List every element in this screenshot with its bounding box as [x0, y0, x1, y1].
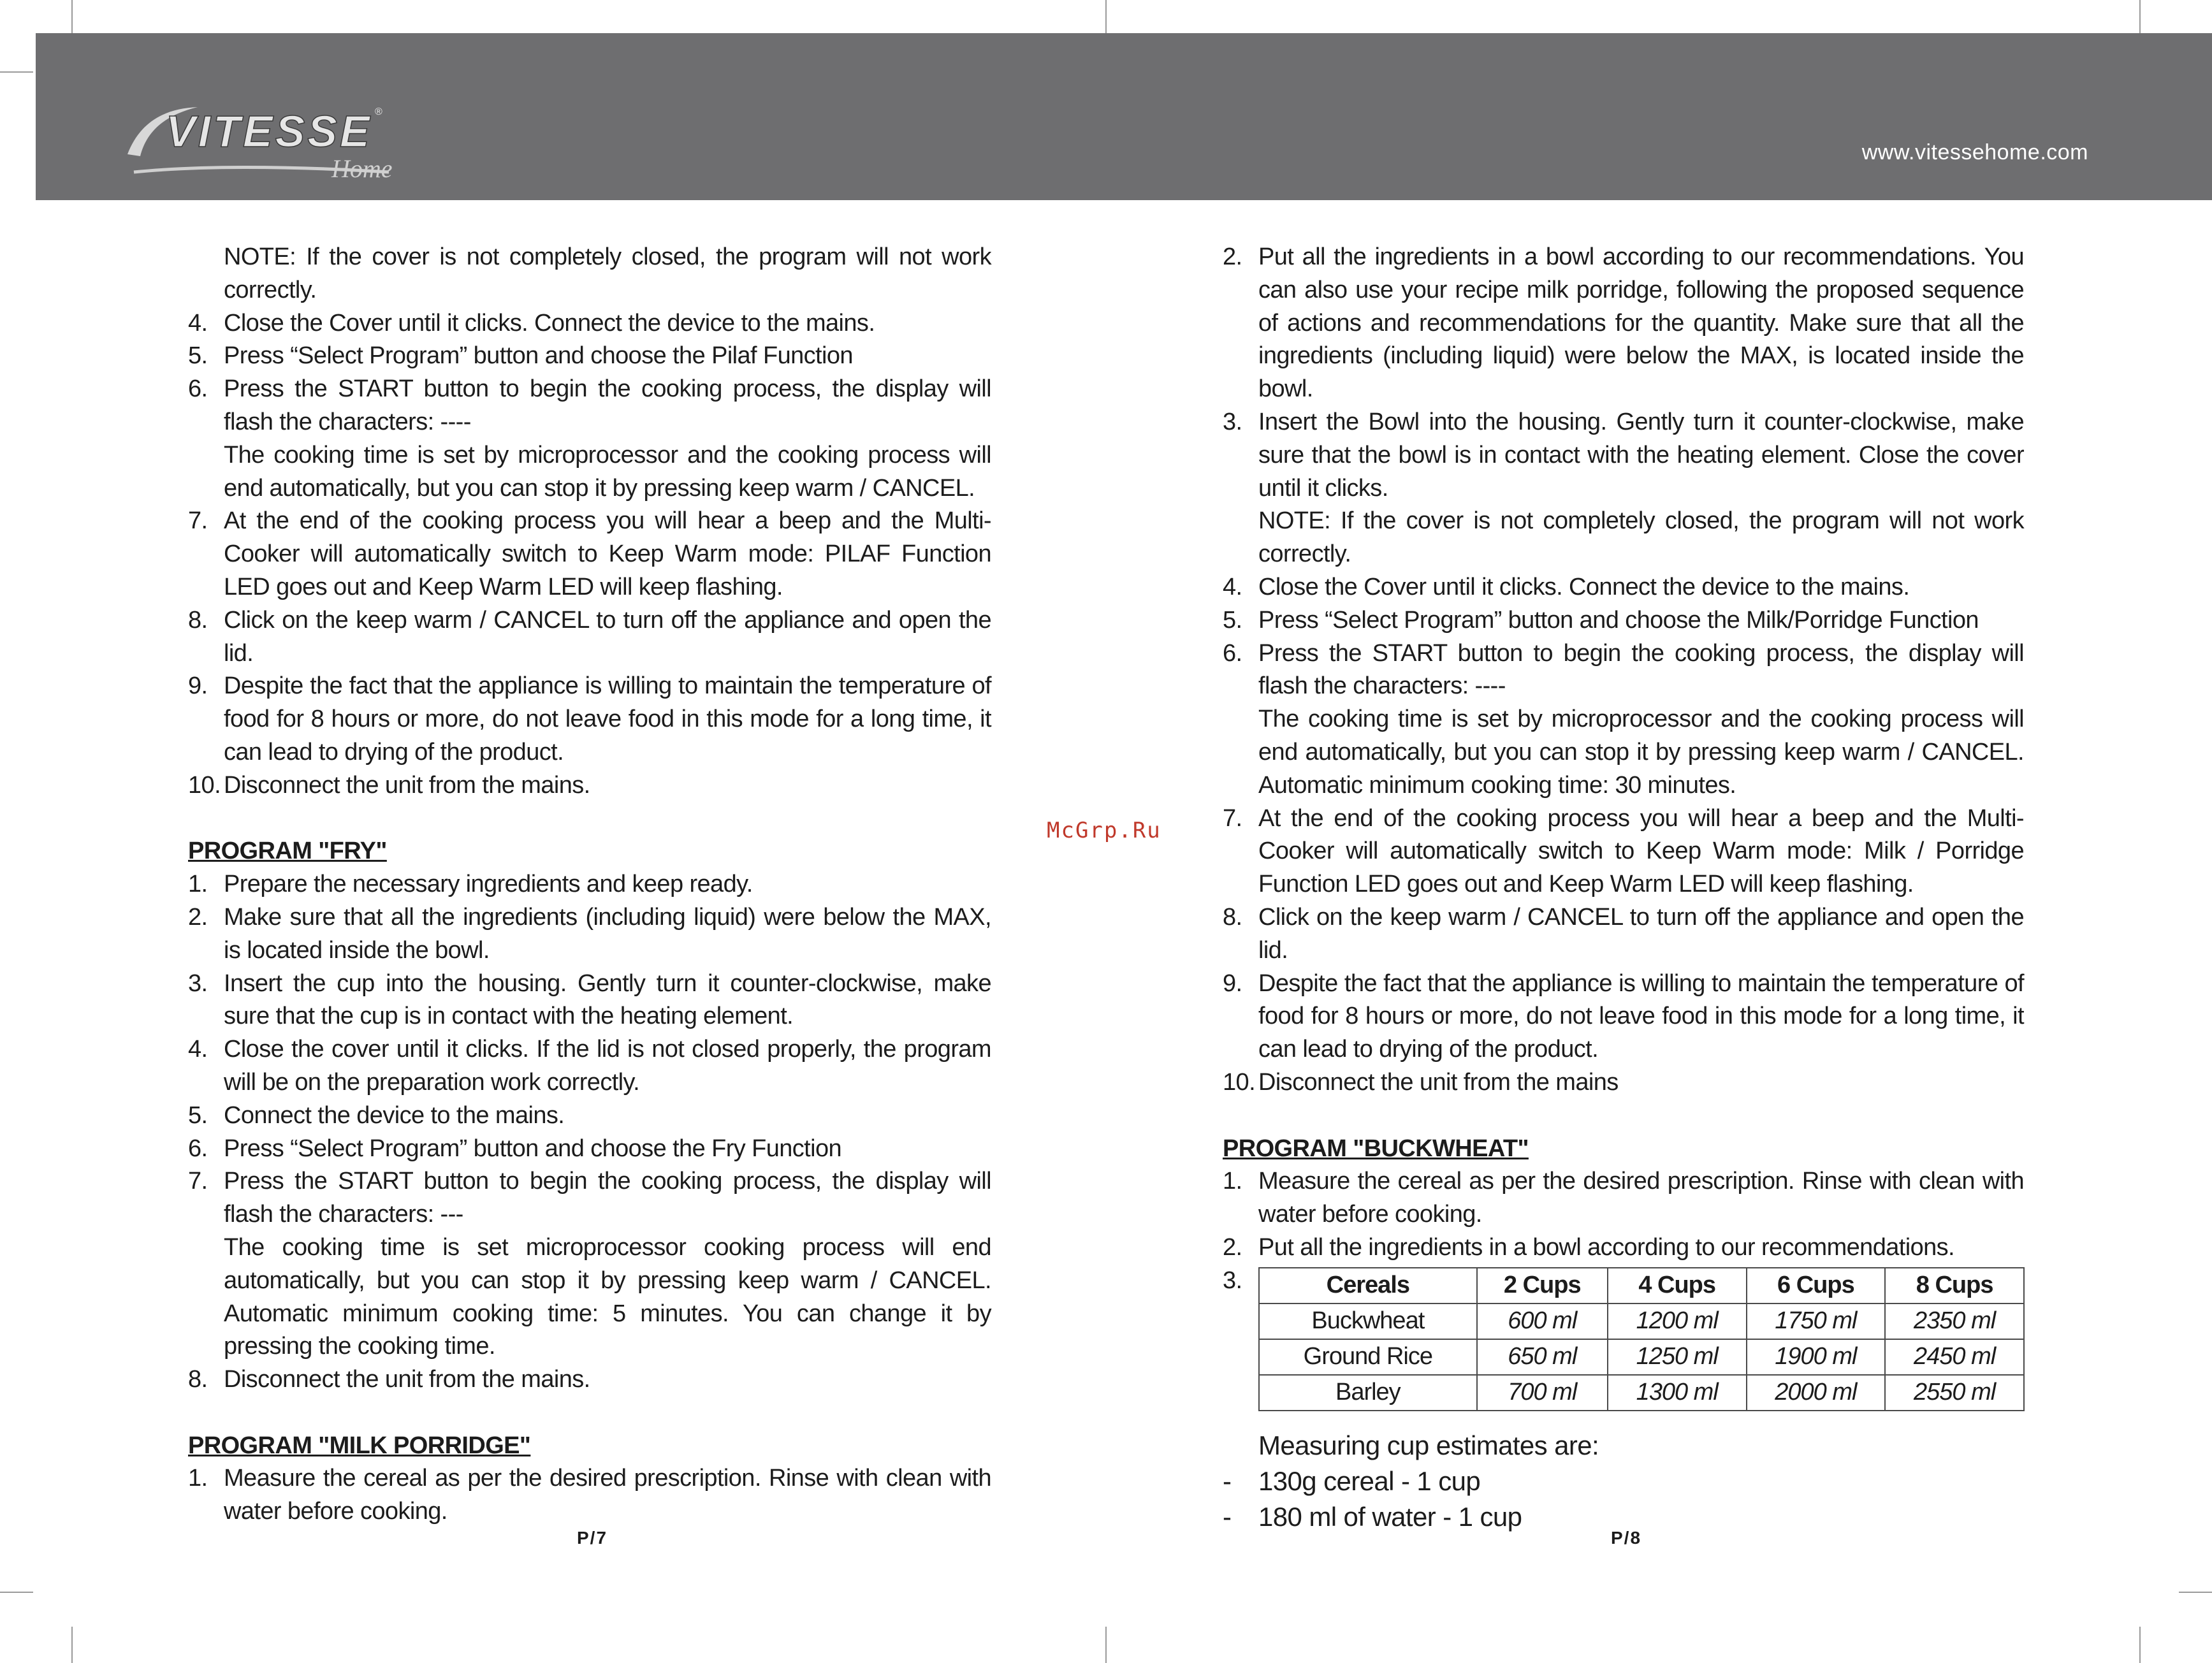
measuring-item	[1223, 1463, 2024, 1499]
list-item	[1223, 604, 2024, 637]
list-item-number: 2.	[1223, 1233, 1242, 1261]
table-cell: 600 ml	[1477, 1304, 1608, 1339]
list-item-text: Connect the device to the mains.	[224, 1101, 565, 1129]
list-item	[188, 1462, 991, 1529]
list-item-text: At the end of the cooking process you will hear a beep and the Multi-Cooker will automatically switch to Keep Warm mode: Milk / Porridge Function LED goes out and Keep Warm LED will keep flashing.	[1258, 804, 2024, 898]
table-header-cell: 8 Cups	[1885, 1268, 2024, 1304]
right-page-content	[1223, 241, 2024, 1535]
list-item-number: 10.	[1223, 1068, 1256, 1096]
list-item-number: 1.	[1223, 1168, 1242, 1195]
list-item-text: Disconnect the unit from the mains.	[224, 1366, 590, 1393]
crop-mark	[1105, 0, 1107, 33]
logo-brand: VITESSE	[166, 106, 372, 156]
table-header-cell: 4 Cups	[1608, 1268, 1747, 1304]
crop-mark	[1105, 1627, 1107, 1663]
list-item	[188, 868, 991, 901]
list-item-text: Click on the keep warm / CANCEL to turn off the appliance and open the lid.	[224, 606, 991, 667]
list-item-number: 3.	[1223, 1267, 1242, 1294]
list-item-number: 7.	[1223, 804, 1242, 832]
list-item-text: Despite the fact that the appliance is willing to maintain the temperature of food for 8 hours or more, do not leave food in this mode for a long time, it can lead to drying of the product.	[224, 672, 991, 766]
list-item-continuation: NOTE: If the cover is not completely closed, the program will not work correctly.	[1258, 507, 2024, 568]
measuring-item-text: 180 ml of water - 1 cup	[1258, 1501, 1522, 1532]
list-item-number: 9.	[1223, 969, 1242, 997]
list-item-text: Press the START button to begin the cooking process, the display will flash the characters: ---	[224, 1168, 991, 1228]
table-cell: Ground Rice	[1259, 1339, 1477, 1375]
list-item	[188, 307, 991, 340]
table-cell: 1300 ml	[1608, 1375, 1747, 1411]
list-item-text: Insert the cup into the housing. Gently turn it counter-clockwise, make sure that the cup is in contact with the heating element.	[224, 969, 991, 1030]
list-item	[188, 1100, 991, 1133]
list-item	[188, 968, 991, 1034]
list-item-number: 8.	[188, 606, 208, 634]
list-item	[1223, 1265, 2024, 1298]
list-item	[188, 769, 991, 802]
intro-note: NOTE: If the cover is not completely closed, the program will not work correctly.	[224, 243, 991, 303]
table-cell: 1900 ml	[1747, 1339, 1886, 1375]
buckwheat-title: PROGRAM "BUCKWHEAT"	[1223, 1135, 1529, 1162]
list-item-number: 6.	[188, 375, 208, 403]
table-cell: 2000 ml	[1747, 1375, 1886, 1411]
list-item	[1223, 1165, 2024, 1231]
list-item-text: Prepare the necessary ingredients and keep ready.	[224, 871, 753, 898]
dash-bullet: -	[1223, 1465, 1232, 1496]
list-item-number: 6.	[188, 1135, 208, 1162]
table-row	[1259, 1375, 2024, 1411]
list-item-number: 8.	[188, 1366, 208, 1393]
list-item-text	[1258, 1265, 2024, 1298]
list-item-text: Click on the keep warm / CANCEL to turn off the appliance and open the lid.	[1258, 903, 2024, 964]
list-item-text: Press “Select Program” button and choose the Pilaf Function	[224, 342, 853, 370]
table-cell: Barley	[1259, 1375, 1477, 1411]
list-item-text: Disconnect the unit from the mains	[1258, 1068, 1619, 1096]
list-item-number: 6.	[1223, 639, 1242, 667]
measuring-cup-section	[1223, 1428, 2024, 1535]
list-item-number: 3.	[188, 969, 208, 997]
table-cell: 700 ml	[1477, 1375, 1608, 1411]
list-item-number: 3.	[1223, 408, 1242, 435]
table-cell: 1750 ml	[1747, 1304, 1886, 1339]
website-url[interactable]: www.vitessehome.com	[1861, 140, 2088, 164]
milk-steps-continued	[1223, 241, 2024, 1100]
crop-mark	[71, 0, 73, 33]
crop-mark	[2179, 1592, 2212, 1593]
list-item-number: 5.	[188, 342, 208, 370]
list-item-text: Press “Select Program” button and choose the Milk/Porridge Function	[1258, 606, 1979, 634]
list-item	[1223, 637, 2024, 802]
list-item	[188, 1363, 991, 1397]
list-item-number: 7.	[188, 1168, 208, 1195]
fry-steps	[188, 868, 991, 1397]
milk-steps	[188, 1462, 991, 1529]
list-item-text: Measure the cereal as per the desired prescription. Rinse with clean with water before cooking.	[224, 1465, 991, 1525]
logo-sub: Home	[331, 154, 393, 183]
milk-porridge-title: PROGRAM "MILK PORRIDGE"	[188, 1432, 531, 1459]
vitesse-logo	[121, 96, 440, 191]
list-item	[188, 604, 991, 671]
list-item-number: 4.	[188, 1036, 208, 1063]
list-item-number: 7.	[188, 507, 208, 535]
list-item-number: 1.	[188, 871, 208, 898]
list-item	[188, 1133, 991, 1166]
list-item	[1223, 1066, 2024, 1100]
list-item-number: 8.	[1223, 903, 1242, 931]
table-cell: 650 ml	[1477, 1339, 1608, 1375]
list-item-number: 5.	[188, 1101, 208, 1129]
table-cell: 1250 ml	[1608, 1339, 1747, 1375]
table-row	[1259, 1304, 2024, 1339]
table-cell: 2450 ml	[1885, 1339, 2024, 1375]
list-item-text: Close the cover until it clicks. If the lid is not closed properly, the program will be on the preparation work correctly.	[224, 1036, 991, 1096]
buckwheat-steps	[1223, 1165, 2024, 1297]
crop-mark	[0, 1592, 33, 1593]
fry-title: PROGRAM "FRY"	[188, 838, 387, 865]
list-item	[188, 505, 991, 604]
table-cell: 1200 ml	[1608, 1304, 1747, 1339]
list-item-text: Press the START button to begin the cooking process, the display will flash the characters: ----	[224, 375, 991, 435]
page-number-right: P/8	[1611, 1528, 1642, 1548]
list-item-number: 10.	[188, 771, 221, 799]
list-item-continuation: The cooking time is set by microprocessor and the cooking process will end automatically, but you can stop it by pressing keep warm / CANCEL.	[224, 441, 991, 502]
list-item-text: Press the START button to begin the cooking process, the display will flash the characters: ----	[1258, 639, 2024, 700]
measuring-item-text: 130g cereal - 1 cup	[1258, 1465, 1481, 1496]
list-item	[188, 1033, 991, 1100]
table-cell: 2550 ml	[1885, 1375, 2024, 1411]
list-item-number: 5.	[1223, 606, 1242, 634]
list-item	[1223, 571, 2024, 604]
list-item-text: Close the Cover until it clicks. Connect the device to the mains.	[1258, 573, 1910, 600]
table-cell: Buckwheat	[1259, 1304, 1477, 1339]
watermark-text: McGrp.Ru	[1047, 818, 1161, 843]
crop-mark	[2139, 1627, 2141, 1663]
list-item	[1223, 1231, 2024, 1265]
list-item	[188, 901, 991, 968]
list-item-text: Measure the cereal as per the desired prescription. Rinse with clean with water before cooking.	[1258, 1168, 2024, 1228]
pilaf-steps	[188, 307, 991, 802]
page-number-left: P/7	[577, 1528, 608, 1548]
list-item	[188, 1165, 991, 1363]
list-item-continuation: The cooking time is set by microprocessor and the cooking process will end automatically, but you can stop it by pressing keep warm / CANCEL. Automatic minimum cooking time: 30 minutes.	[1258, 706, 2024, 799]
list-item-text: Close the Cover until it clicks. Connect the device to the mains.	[224, 309, 875, 337]
list-item-number: 2.	[188, 903, 208, 931]
list-item	[1223, 802, 2024, 901]
list-item-number: 9.	[188, 672, 208, 700]
crop-mark	[2139, 0, 2141, 33]
table-cell: 2350 ml	[1885, 1304, 2024, 1339]
list-item-text: Insert the Bowl into the housing. Gently turn it counter-clockwise, make sure that the bowl is in contact with the heating element. Close the cover until it clicks.	[1258, 408, 2024, 502]
measuring-title: Measuring cup estimates are:	[1258, 1430, 1599, 1460]
list-item-number: 4.	[188, 309, 208, 337]
list-item-number: 4.	[1223, 573, 1242, 600]
list-item-text: Press “Select Program” button and choose the Fry Function	[224, 1135, 842, 1162]
list-item-text: Disconnect the unit from the mains.	[224, 771, 590, 799]
list-item-continuation: The cooking time is set microprocessor cooking process will end automatically, but you can stop it by pressing keep warm / CANCEL. Automatic minimum cooking time: 5 minutes. You can change it by pressing the cooking time.	[224, 1233, 991, 1360]
list-item	[1223, 968, 2024, 1066]
list-item-text: At the end of the cooking process you will hear a beep and the Multi-Cooker will automatically switch to Keep Warm mode: PILAF Function LED goes out and Keep Warm LED will keep flashing.	[224, 507, 991, 600]
crop-mark	[0, 71, 33, 73]
table-header-cell: Cereals	[1259, 1268, 1477, 1304]
logo-registered: ®	[375, 106, 382, 117]
list-item-number: 2.	[1223, 243, 1242, 270]
list-item-text: Put all the ingredients in a bowl according to our recommendations.	[1258, 1233, 1954, 1261]
table-header-cell: 2 Cups	[1477, 1268, 1608, 1304]
list-item-text: Put all the ingredients in a bowl according to our recommendations. You can also use your recipe milk porridge, following the proposed sequence of actions and recommendations for the quantity. Make sure that all the ingredients (including liquid) were below the MAX, is located inside the bowl.	[1258, 243, 2024, 403]
list-item	[188, 340, 991, 373]
list-item-text: Make sure that all the ingredients (including liquid) were below the MAX, is located inside the bowl.	[224, 903, 991, 964]
list-item	[1223, 406, 2024, 571]
crop-mark	[71, 1627, 73, 1663]
list-item	[188, 670, 991, 769]
list-item	[1223, 901, 2024, 968]
dash-bullet: -	[1223, 1501, 1232, 1532]
table-header-cell: 6 Cups	[1747, 1268, 1886, 1304]
list-item	[1223, 241, 2024, 406]
list-item-text: Despite the fact that the appliance is willing to maintain the temperature of food for 8 hours or more, do not leave food in this mode for a long time, it can lead to drying of the product.	[1258, 969, 2024, 1063]
left-page-content	[188, 241, 991, 1529]
table-row	[1259, 1339, 2024, 1375]
list-item	[188, 373, 991, 505]
list-item-number: 1.	[188, 1465, 208, 1492]
